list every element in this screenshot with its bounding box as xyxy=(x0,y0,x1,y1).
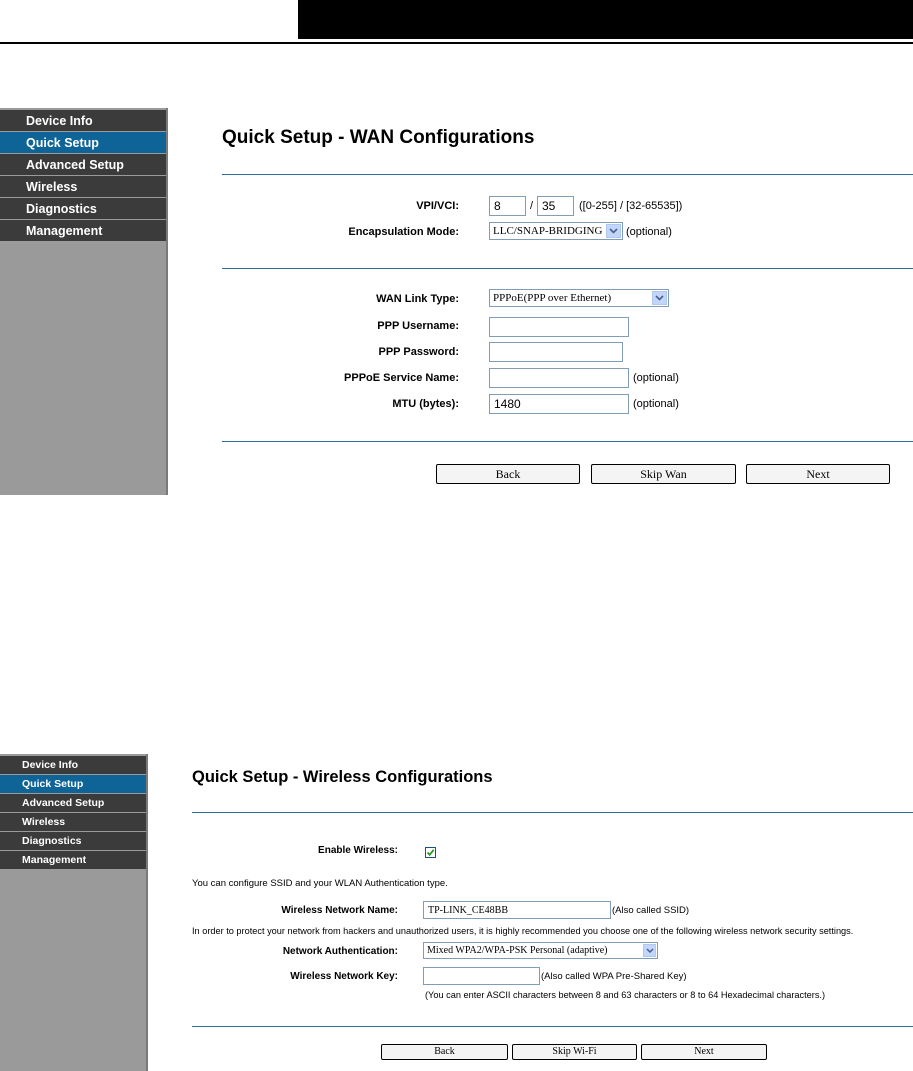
network-auth-select[interactable] xyxy=(423,942,658,959)
header-black-bar xyxy=(298,0,913,39)
security-recommendation-text: In order to protect your network from hackers and unauthorized users, it is highly recommended you choose one of the following wireless network security settings. xyxy=(192,926,854,936)
page-title: Quick Setup - Wireless Configurations xyxy=(192,768,493,786)
network-name-hint: (Also called SSID) xyxy=(612,905,690,916)
sidebar-item-quick-setup[interactable]: Quick Setup xyxy=(0,132,166,154)
chevron-down-icon xyxy=(652,291,667,305)
sidebar-item-management[interactable]: Management xyxy=(0,851,146,870)
mtu-hint: (optional) xyxy=(633,398,679,410)
section-divider xyxy=(222,268,913,269)
sidebar xyxy=(0,108,166,495)
sidebar-item-wireless[interactable]: Wireless xyxy=(0,176,166,198)
section-divider xyxy=(192,812,913,813)
mtu-input[interactable] xyxy=(489,394,629,414)
enable-wireless-checkbox[interactable] xyxy=(425,847,436,858)
skip-wan-button[interactable]: Skip Wan xyxy=(591,464,736,484)
network-name-label: Wireless Network Name: xyxy=(281,905,398,916)
network-key-label: Wireless Network Key: xyxy=(290,971,398,982)
sidebar-divider xyxy=(166,108,168,495)
encapsulation-value: LLC/SNAP-BRIDGING xyxy=(493,225,603,237)
network-name-input[interactable] xyxy=(423,901,611,919)
wan-link-type-select[interactable] xyxy=(489,289,669,307)
section-divider xyxy=(222,441,913,442)
vpi-input[interactable] xyxy=(489,196,526,216)
ppp-password-label: PPP Password: xyxy=(378,346,459,358)
vpi-vci-hint: ([0-255] / [32-65535]) xyxy=(579,200,683,212)
back-button[interactable]: Back xyxy=(436,464,580,484)
wan-config-screenshot xyxy=(0,108,913,495)
next-button[interactable]: Next xyxy=(641,1044,767,1060)
vpi-vci-label: VPI/VCI: xyxy=(416,200,459,212)
section-divider xyxy=(222,174,913,175)
next-button[interactable]: Next xyxy=(746,464,890,484)
sidebar-divider xyxy=(146,754,148,1071)
vpi-vci-separator: / xyxy=(530,200,534,212)
ppp-password-input[interactable] xyxy=(489,342,623,362)
ppp-username-input[interactable] xyxy=(489,317,629,337)
checkmark-icon xyxy=(426,848,435,857)
skip-wifi-button[interactable]: Skip Wi-Fi xyxy=(512,1044,637,1060)
network-auth-value: Mixed WPA2/WPA-PSK Personal (adaptive) xyxy=(427,945,608,956)
header-rule xyxy=(0,42,913,44)
sidebar-item-diagnostics[interactable]: Diagnostics xyxy=(0,198,166,220)
chevron-down-icon xyxy=(643,944,656,957)
encapsulation-label: Encapsulation Mode: xyxy=(348,226,459,238)
chevron-down-icon xyxy=(606,224,621,238)
sidebar-item-management[interactable]: Management xyxy=(0,220,166,242)
ppp-username-label: PPP Username: xyxy=(377,320,459,332)
encapsulation-hint: (optional) xyxy=(626,226,672,238)
encapsulation-select[interactable] xyxy=(489,222,623,240)
pppoe-service-input[interactable] xyxy=(489,368,629,388)
section-divider xyxy=(192,1026,913,1027)
pppoe-service-hint: (optional) xyxy=(633,372,679,384)
enable-wireless-label: Enable Wireless: xyxy=(318,845,398,856)
back-button[interactable]: Back xyxy=(381,1044,508,1060)
wireless-config-screenshot xyxy=(0,754,913,1071)
network-key-note: (You can enter ASCII characters between 8 and 63 characters or 8 to 64 Hexadecimal characters.) xyxy=(425,990,826,1000)
sidebar-item-advanced-setup[interactable]: Advanced Setup xyxy=(0,154,166,176)
page-title: Quick Setup - WAN Configurations xyxy=(222,127,535,148)
pppoe-service-label: PPPoE Service Name: xyxy=(344,372,459,384)
network-key-input[interactable] xyxy=(423,967,540,985)
sidebar-item-device-info[interactable]: Device Info xyxy=(0,756,146,775)
wan-link-type-value: PPPoE(PPP over Ethernet) xyxy=(493,292,612,304)
sidebar-item-quick-setup[interactable]: Quick Setup xyxy=(0,775,146,794)
intro-text: You can configure SSID and your WLAN Authentication type. xyxy=(192,878,448,889)
sidebar-item-wireless[interactable]: Wireless xyxy=(0,813,146,832)
sidebar xyxy=(0,754,146,1071)
sidebar-item-diagnostics[interactable]: Diagnostics xyxy=(0,832,146,851)
sidebar-item-device-info[interactable]: Device Info xyxy=(0,110,166,132)
network-auth-label: Network Authentication: xyxy=(282,946,398,957)
network-key-hint: (Also called WPA Pre-Shared Key) xyxy=(541,971,687,982)
sidebar-item-advanced-setup[interactable]: Advanced Setup xyxy=(0,794,146,813)
mtu-label: MTU (bytes): xyxy=(392,398,459,410)
vci-input[interactable] xyxy=(537,196,574,216)
wan-link-type-label: WAN Link Type: xyxy=(376,293,459,305)
